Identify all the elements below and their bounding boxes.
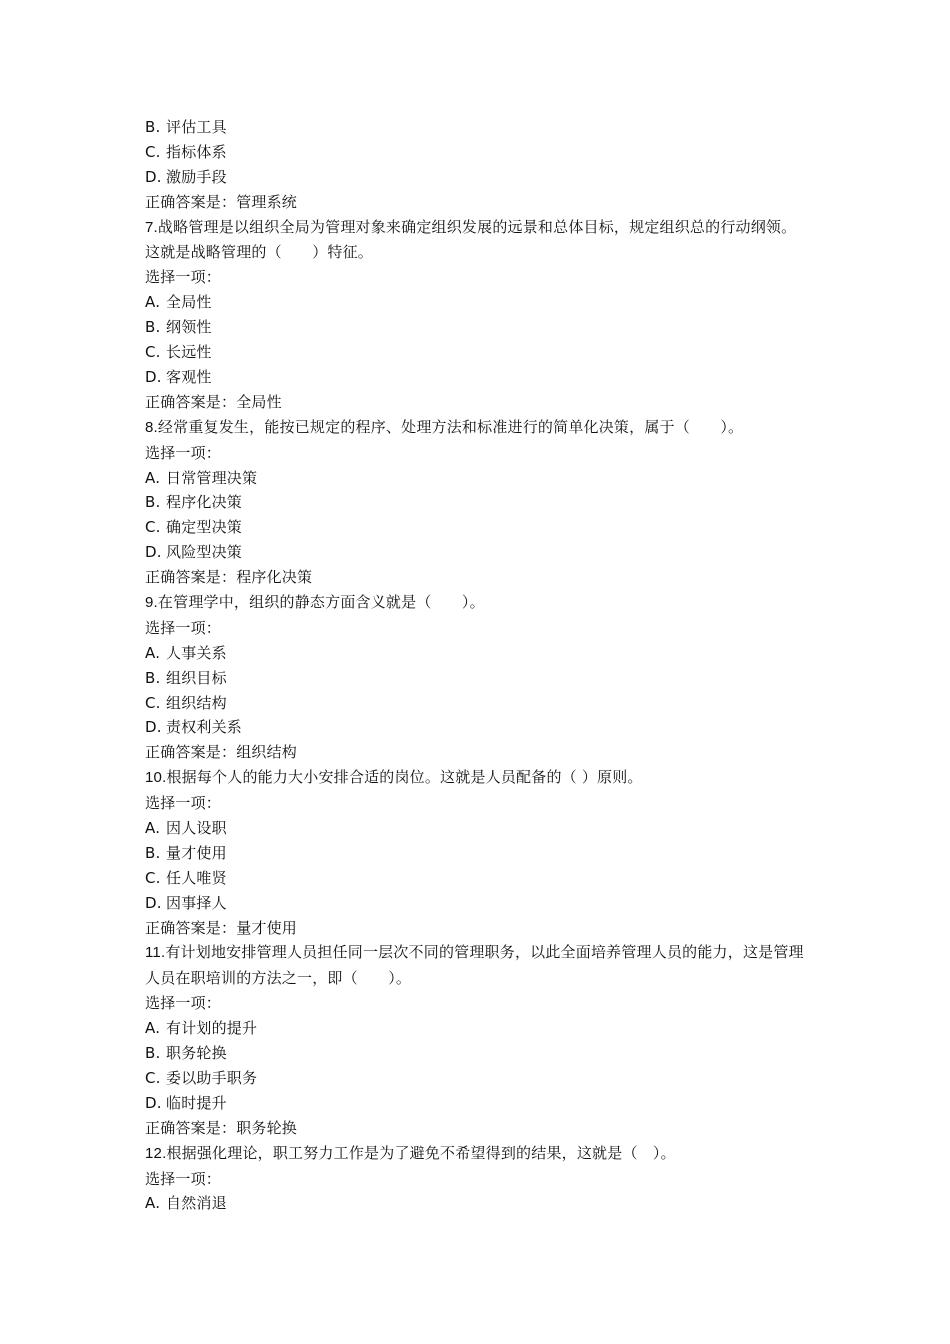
option-text: 有计划的提升 (166, 1019, 258, 1038)
option-text: 客观性 (166, 367, 212, 386)
option-text: 组织结构 (166, 693, 227, 712)
question-number: 9. (145, 593, 158, 611)
option-letter: D. (145, 893, 162, 912)
option-letter: B. (145, 493, 161, 512)
option-text: 因事择人 (166, 893, 227, 912)
question-number: 8. (145, 418, 158, 436)
question-12-text (145, 1141, 810, 1167)
option-d (145, 365, 810, 390)
option-letter: C. (145, 142, 161, 161)
option-letter: C. (145, 518, 161, 537)
choose-one-prompt: 选择一项： (145, 268, 222, 287)
option-a (145, 641, 810, 666)
option-d (145, 891, 810, 916)
option-a (145, 1016, 810, 1041)
choose-one-prompt: 选择一项： (145, 1169, 222, 1188)
option-a (145, 816, 810, 841)
option-letter: B. (145, 1044, 161, 1063)
option-c (145, 140, 810, 165)
question-body: 战略管理是以组织全局为管理对象来确定组织发展的远景和总体目标，规定组织总的行动纲领。这就是战略管理的（ ）特征。 (145, 217, 797, 262)
option-letter: D. (145, 1093, 162, 1112)
option-a (145, 290, 810, 315)
option-text: 任人唯贤 (166, 868, 227, 887)
option-letter: A. (145, 643, 161, 662)
question-body: 经常重复发生，能按已规定的程序、处理方法和标准进行的简单化决策，属于（ ）。 (157, 417, 744, 436)
option-b (145, 1041, 810, 1066)
question-number: 12. (145, 1144, 167, 1162)
option-text: 人事关系 (166, 643, 227, 662)
question-body: 在管理学中，组织的静态方面含义就是（ ）。 (157, 592, 485, 611)
correct-answer: 正确答案是：管理系统 (145, 192, 298, 211)
question-7-text (145, 215, 810, 266)
option-text: 程序化决策 (166, 493, 243, 512)
option-letter: A. (145, 1019, 161, 1038)
correct-answer: 正确答案是：程序化决策 (145, 568, 313, 587)
option-c (145, 691, 810, 716)
option-letter: A. (145, 1194, 161, 1213)
option-d (145, 165, 810, 190)
option-letter: B. (145, 318, 161, 337)
question-body: 根据强化理论，职工努力工作是为了避免不希望得到的结果，这就是（ ）。 (166, 1143, 676, 1162)
option-letter: B. (145, 118, 161, 136)
option-text: 委以助手职务 (166, 1068, 258, 1087)
question-body: 有计划地安排管理人员担任同一层次不同的管理职务，以此全面培养管理人员的能力，这是管理人员在职培训的方法之一，即（ ）。 (145, 943, 804, 988)
option-d (145, 540, 810, 565)
option-text: 风险型决策 (166, 543, 243, 562)
option-letter: D. (145, 367, 162, 386)
question-10-text (145, 765, 810, 791)
option-text: 临时提升 (166, 1093, 227, 1112)
correct-answer: 正确答案是：组织结构 (145, 743, 298, 762)
option-text: 纲领性 (166, 318, 212, 337)
option-letter: C. (145, 343, 161, 362)
option-text: 日常管理决策 (166, 468, 258, 487)
option-c (145, 866, 810, 891)
question-number: 10. (145, 769, 167, 787)
correct-answer: 正确答案是：全局性 (145, 392, 282, 411)
option-text: 长远性 (166, 343, 212, 362)
option-text: 因人设职 (166, 819, 227, 838)
option-b (145, 841, 810, 866)
option-letter: D. (145, 718, 162, 737)
option-a (145, 1191, 810, 1216)
question-number: 11. (145, 944, 166, 962)
option-text: 评估工具 (166, 118, 227, 136)
option-letter: B. (145, 843, 161, 862)
option-letter: A. (145, 819, 161, 838)
option-b (145, 115, 810, 140)
question-body: 根据每个人的能力大小安排合适的岗位。这就是人员配备的（ ）原则。 (166, 768, 643, 787)
choose-one-prompt: 选择一项： (145, 994, 222, 1013)
option-text: 指标体系 (166, 142, 227, 161)
option-b (145, 666, 810, 691)
option-letter: A. (145, 293, 161, 312)
option-text: 确定型决策 (166, 518, 243, 537)
option-letter: C. (145, 868, 161, 887)
option-letter: B. (145, 668, 161, 687)
option-text: 职务轮换 (166, 1044, 227, 1063)
option-letter: D. (145, 167, 162, 186)
option-d (145, 715, 810, 740)
option-letter: A. (145, 468, 161, 487)
correct-answer: 正确答案是：职务轮换 (145, 1118, 298, 1137)
choose-one-prompt: 选择一项： (145, 794, 222, 813)
option-c (145, 515, 810, 540)
option-letter: C. (145, 1068, 161, 1087)
option-d (145, 1091, 810, 1116)
option-a (145, 466, 810, 491)
option-text: 全局性 (166, 293, 212, 312)
choose-one-prompt: 选择一项： (145, 443, 222, 462)
document-page (145, 115, 810, 1216)
choose-one-prompt: 选择一项： (145, 618, 222, 637)
question-9-text (145, 590, 810, 616)
option-c (145, 340, 810, 365)
correct-answer: 正确答案是：量才使用 (145, 918, 298, 937)
option-c (145, 1066, 810, 1091)
option-text: 自然消退 (166, 1194, 227, 1213)
option-letter: D. (145, 543, 162, 562)
option-b (145, 315, 810, 340)
question-11-text (145, 940, 810, 991)
question-8-text (145, 415, 810, 441)
option-letter: C. (145, 693, 161, 712)
option-text: 责权利关系 (166, 718, 243, 737)
option-text: 激励手段 (166, 167, 227, 186)
question-number: 7. (145, 218, 158, 236)
option-text: 量才使用 (166, 843, 227, 862)
option-text: 组织目标 (166, 668, 227, 687)
option-b (145, 490, 810, 515)
